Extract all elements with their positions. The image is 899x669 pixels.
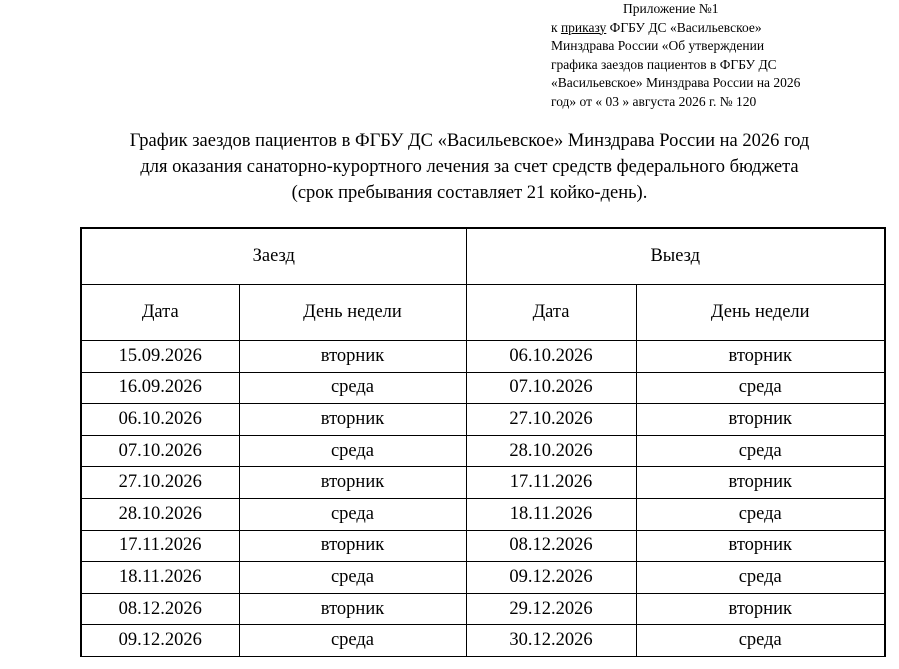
departure-date-cell: 18.11.2026 bbox=[466, 498, 636, 530]
arrival-weekday-cell: среда bbox=[239, 562, 466, 594]
arrival-date-cell: 15.09.2026 bbox=[81, 341, 239, 373]
arrival-date-cell: 17.11.2026 bbox=[81, 530, 239, 562]
order-link[interactable]: приказу bbox=[560, 19, 607, 35]
table-row bbox=[81, 341, 885, 373]
departure-weekday-cell: среда bbox=[636, 562, 885, 594]
table-row bbox=[81, 435, 885, 467]
arrival-date-cell: 07.10.2026 bbox=[81, 435, 239, 467]
arrival-date-cell: 06.10.2026 bbox=[81, 404, 239, 436]
appendix-line: графика заездов пациентов в ФГБУ ДС bbox=[551, 56, 777, 72]
table-row bbox=[81, 625, 885, 657]
appendix-prefix: к bbox=[551, 19, 561, 35]
departure-date-cell: 06.10.2026 bbox=[466, 341, 636, 373]
appendix-number: Приложение №1 bbox=[623, 1, 719, 16]
arrival-weekday-header: День недели bbox=[239, 285, 466, 341]
arrival-weekday-cell: вторник bbox=[239, 404, 466, 436]
title-line: для оказания санаторно-курортного лечения за счет средств федерального бюджета bbox=[140, 157, 799, 177]
departure-weekday-cell: среда bbox=[636, 498, 885, 530]
arrival-weekday-cell: вторник bbox=[239, 530, 466, 562]
departure-weekday-cell: вторник bbox=[636, 404, 885, 436]
title-line: График заездов пациентов в ФГБУ ДС «Васильевское» Минздрава России на 2026 год bbox=[129, 131, 810, 151]
departure-date-cell: 17.11.2026 bbox=[466, 467, 636, 499]
arrival-group-header: Заезд bbox=[81, 228, 466, 285]
arrival-weekday-cell: среда bbox=[239, 372, 466, 404]
table-row bbox=[81, 467, 885, 499]
departure-date-cell: 27.10.2026 bbox=[466, 404, 636, 436]
appendix-line bbox=[551, 19, 891, 38]
departure-weekday-cell: среда bbox=[636, 435, 885, 467]
table-row bbox=[81, 404, 885, 436]
departure-date-cell: 30.12.2026 bbox=[466, 625, 636, 657]
arrival-weekday-cell: среда bbox=[239, 498, 466, 530]
departure-group-header: Выезд bbox=[466, 228, 885, 285]
departure-weekday-cell: вторник bbox=[636, 530, 885, 562]
table-row bbox=[81, 562, 885, 594]
column-header-row bbox=[81, 285, 885, 341]
departure-date-header: Дата bbox=[466, 285, 636, 341]
arrival-date-cell: 09.12.2026 bbox=[81, 625, 239, 657]
arrival-date-cell: 28.10.2026 bbox=[81, 498, 239, 530]
schedule-table bbox=[80, 227, 886, 657]
arrival-date-cell: 27.10.2026 bbox=[81, 467, 239, 499]
group-header-row bbox=[81, 228, 885, 285]
arrival-date-header: Дата bbox=[81, 285, 239, 341]
appendix-org: ФГБУ ДС «Васильевское» bbox=[606, 19, 762, 35]
arrival-weekday-cell: вторник bbox=[239, 593, 466, 625]
appendix-line: Минздрава России «Об утверждении bbox=[551, 38, 765, 54]
arrival-weekday-cell: вторник bbox=[239, 467, 466, 499]
departure-date-cell: 08.12.2026 bbox=[466, 530, 636, 562]
appendix-header bbox=[551, 0, 891, 112]
table-row bbox=[81, 372, 885, 404]
departure-date-cell: 07.10.2026 bbox=[466, 372, 636, 404]
arrival-weekday-cell: вторник bbox=[239, 341, 466, 373]
arrival-date-cell: 16.09.2026 bbox=[81, 372, 239, 404]
departure-weekday-header: День недели bbox=[636, 285, 885, 341]
table-row bbox=[81, 498, 885, 530]
table-row bbox=[81, 593, 885, 625]
departure-weekday-cell: среда bbox=[636, 625, 885, 657]
arrival-weekday-cell: среда bbox=[239, 625, 466, 657]
departure-weekday-cell: вторник bbox=[636, 341, 885, 373]
arrival-date-cell: 18.11.2026 bbox=[81, 562, 239, 594]
appendix-line: «Васильевское» Минздрава России на 2026 bbox=[551, 75, 801, 91]
departure-date-cell: 09.12.2026 bbox=[466, 562, 636, 594]
appendix-line: год» от « 03 » августа 2026 г. № 120 bbox=[551, 93, 757, 109]
document-title bbox=[0, 128, 899, 206]
arrival-date-cell: 08.12.2026 bbox=[81, 593, 239, 625]
title-line: (срок пребывания составляет 21 койко-день). bbox=[291, 183, 648, 203]
arrival-weekday-cell: среда bbox=[239, 435, 466, 467]
table-row bbox=[81, 530, 885, 562]
departure-weekday-cell: вторник bbox=[636, 467, 885, 499]
departure-weekday-cell: вторник bbox=[636, 593, 885, 625]
departure-date-cell: 28.10.2026 bbox=[466, 435, 636, 467]
departure-date-cell: 29.12.2026 bbox=[466, 593, 636, 625]
departure-weekday-cell: среда bbox=[636, 372, 885, 404]
